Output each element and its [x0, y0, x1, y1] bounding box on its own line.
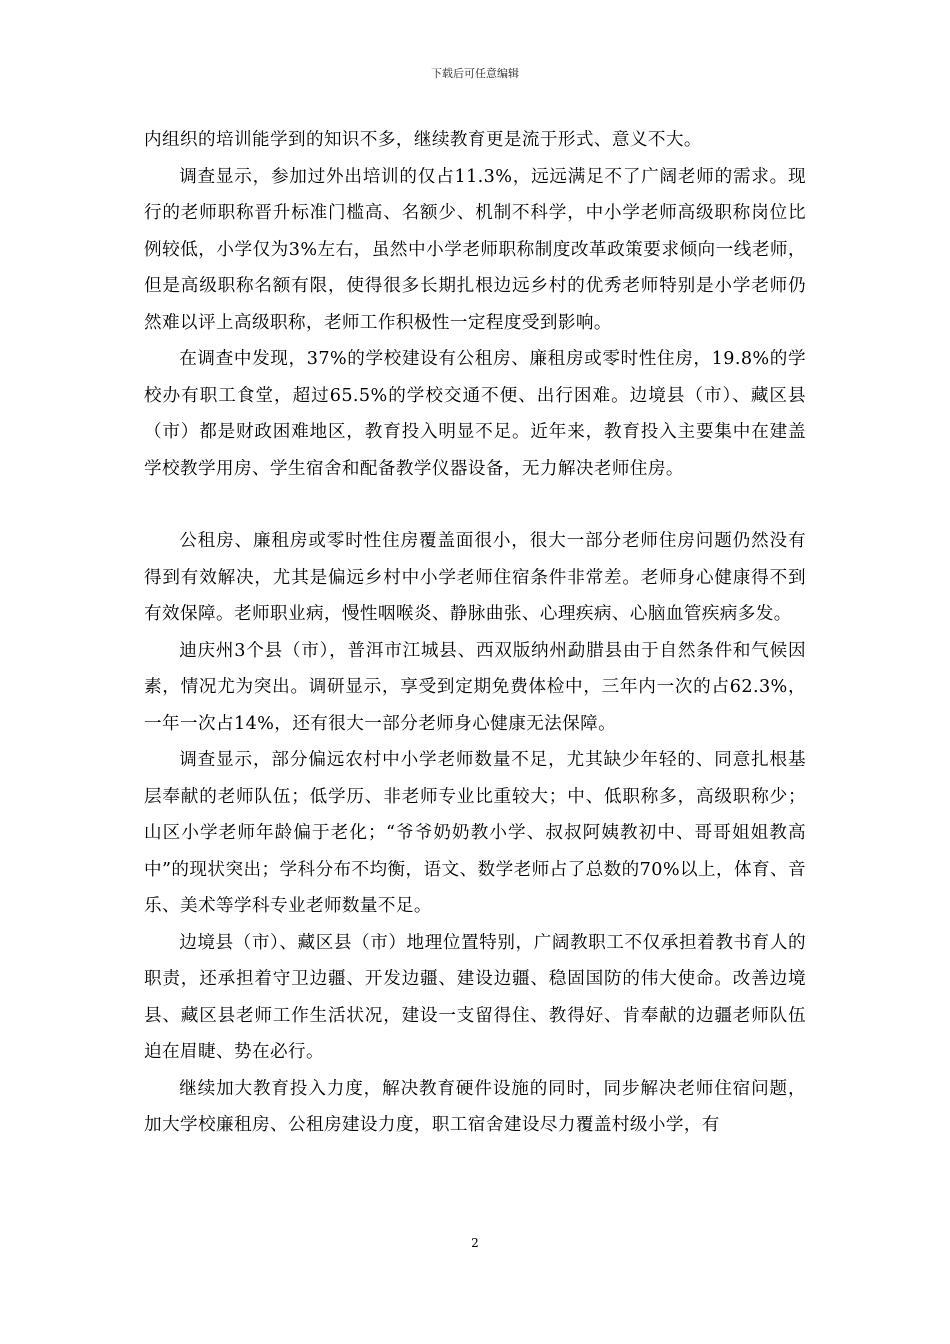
paragraph-border-mission: 边境县（市）、藏区县（市）地理位置特别，广阔教职工不仅承担着教书育人的职责，还承担着守卫边疆、开发边疆、建设边疆、稳固国防的伟大使命。改善边境县、藏区县老师工作生活状况，建设一支留得住、教得好、肯奉献的边疆老师队伍迫在眉睫、势在必行。 — [144, 932, 806, 1062]
paragraph-investment: 继续加大教育投入力度，解决教育硬件设施的同时，同步解决老师住宿问题，加大学校廉租房、公租房建设力度，职工宿舍建设尽力覆盖村级小学，有 — [144, 1078, 806, 1135]
paragraph-training-survey: 调查显示，参加过外出培训的仅占11.3%，远远满足不了广阔老师的需求。现行的老师职称晋升标准门槛高、名额少、机制不科学，中小学老师高级职称岗位比例较低，小学仅为3%左右，虽然中小学老师职称制度改革政策要求倾向一线老师，但是高级职称名额有限，使得很多长期扎根边远乡村的优秀老师特别是小学老师仍然难以评上高级职称，老师工作积极性一定程度受到影响。 — [144, 166, 806, 333]
paragraph-housing-survey: 在调查中发现，37%的学校建设有公租房、廉租房或零时性住房，19.8%的学校办有职工食堂，超过65.5%的学校交通不便、出行困难。边境县（市）、藏区县（市）都是财政困难地区，教育投入明显不足。近年来，教育投入主要集中在建盖学校教学用房、学生宿舍和配备教学仪器设备，无力解决老师住房。 — [144, 349, 806, 479]
paragraph-gap — [144, 487, 806, 523]
document-body — [144, 122, 806, 1144]
page-header: 下载后可任意编辑 — [431, 67, 519, 80]
paragraph-continuation: 内组织的培训能学到的知识不多，继续教育更是流于形式、意义不大。 — [144, 130, 702, 150]
paragraph-health-checkup: 迪庆州3个县（市），普洱市江城县、西双版纳州勐腊县由于自然条件和气候因素，情况尤为突出。调研显示，享受到定期免费体检中，三年内一次的占62.3%，一年一次占14%，还有很大一部分老师身心健康无法保障。 — [144, 640, 806, 734]
paragraph-teacher-shortage: 调查显示，部分偏远农村中小学老师数量不足，尤其缺少年轻的、同意扎根基层奉献的老师队伍；低学历、非老师专业比重较大；中、低职称多，高级职称少；山区小学老师年龄偏于老化；“爷爷奶奶教小学、叔叔阿姨教初中、哥哥姐姐教高中”的现状突出；学科分布不均衡，语文、数学老师占了总数的70%以上，体育、音乐、美术等学科专业老师数量不足。 — [144, 750, 806, 916]
page-number: 2 — [471, 1236, 479, 1250]
paragraph-housing-coverage: 公租房、廉租房或零时性住房覆盖面很小，很大一部分老师住房问题仍然没有得到有效解决，尤其是偏远乡村中小学老师住宿条件非常差。老师身心健康得不到有效保障。老师职业病，慢性咽喉炎、静脉曲张、心理疾病、心脑血管疾病多发。 — [144, 531, 806, 624]
